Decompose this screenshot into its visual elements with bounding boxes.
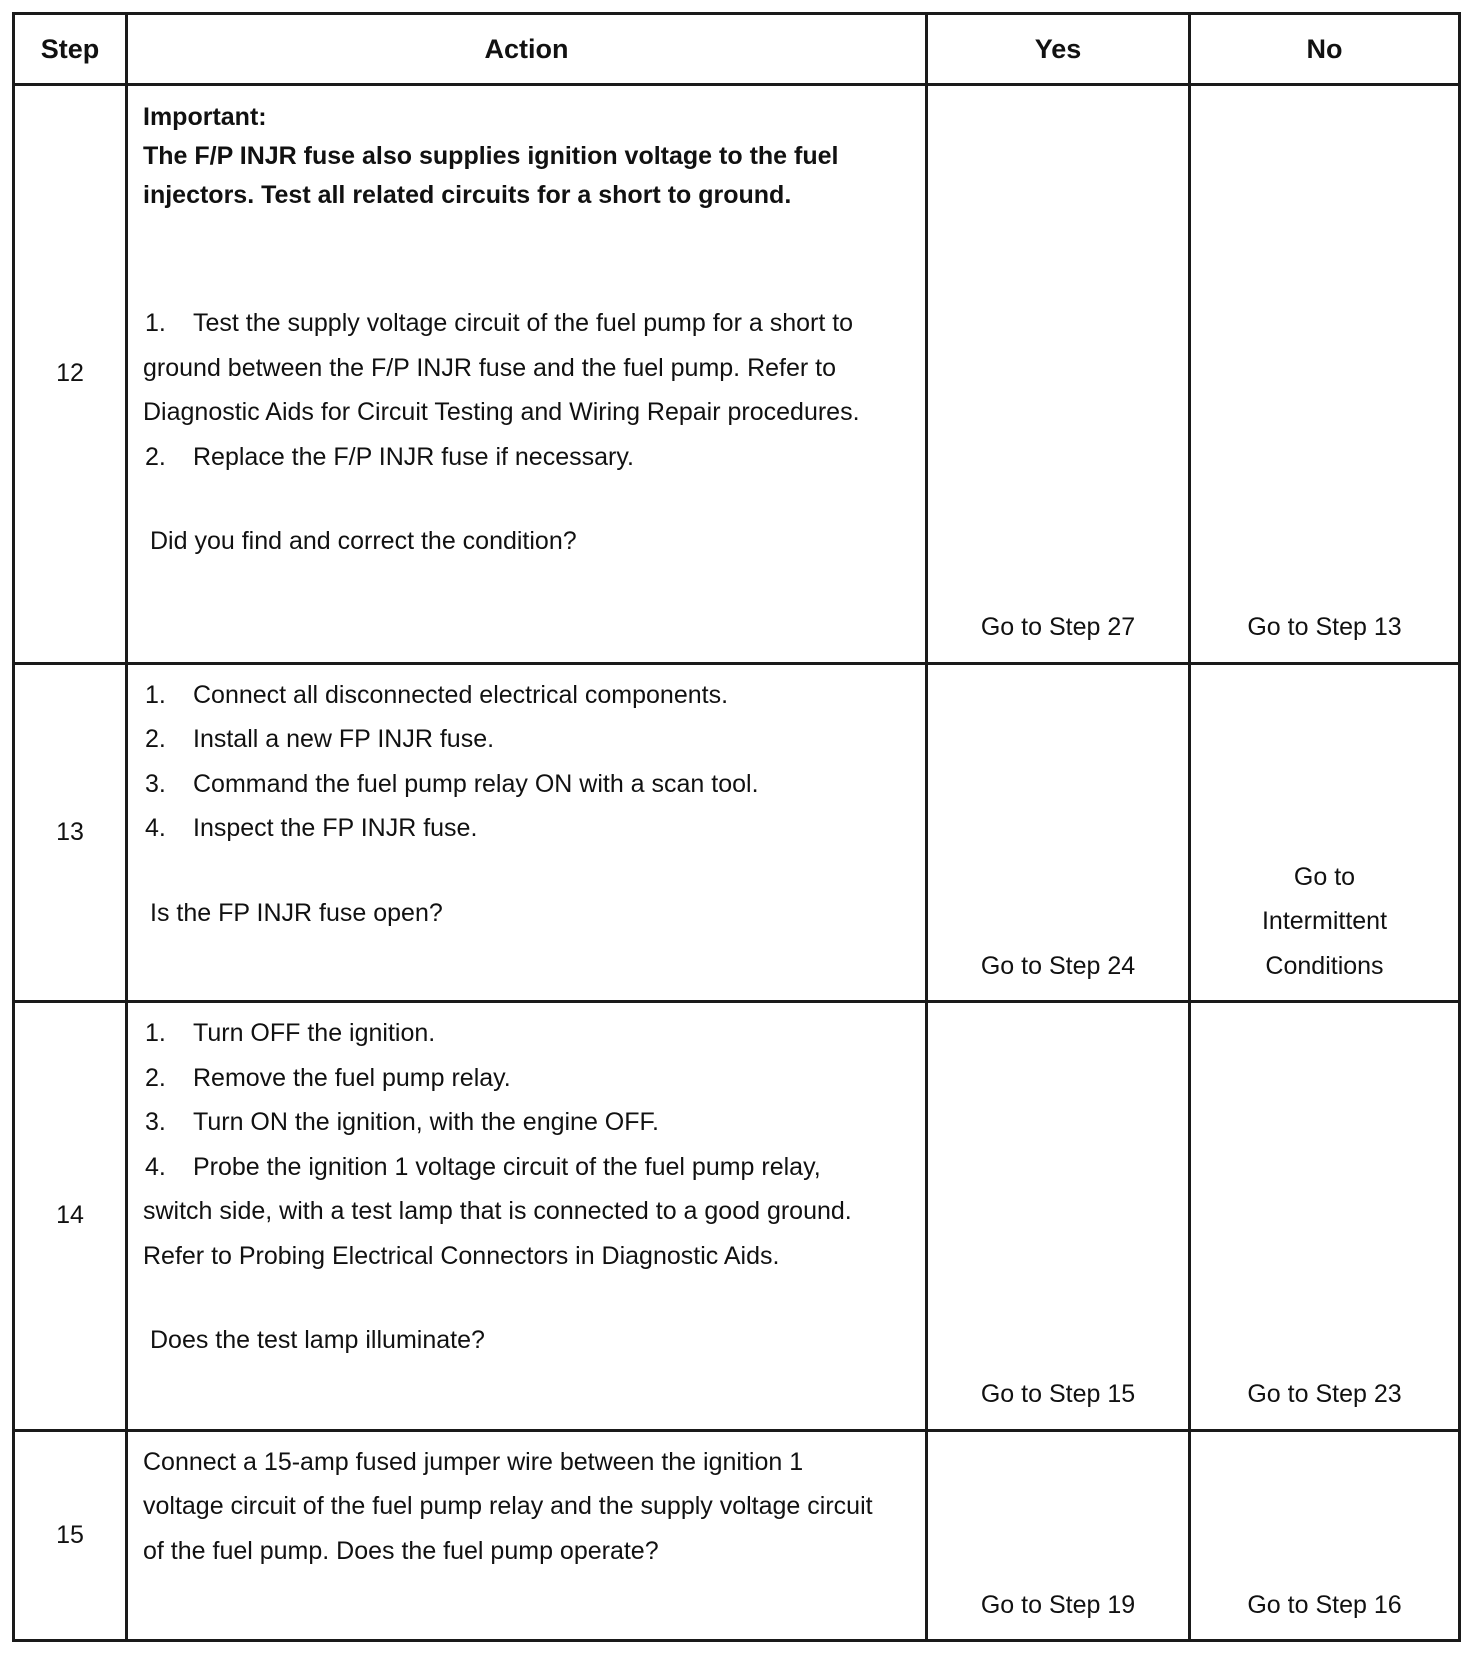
important-note [143,94,915,215]
list-item: 1. Test the supply voltage circuit of the fuel pump for a short to ground between the F/P INJR fuse and the fuel pump. Refer to Diagnostic Aids for Circuit Testing and Wiring Repair procedures. [143,309,860,426]
table-row [14,1002,1460,1431]
step-list [143,301,915,479]
important-label: Important: [143,103,267,131]
yes-result: Go to Step 24 [927,663,1190,1001]
header-yes: Yes [927,14,1190,85]
table-row [14,85,1460,664]
step-list [143,673,915,851]
diagnostic-table [12,12,1461,1642]
header-action: Action [127,14,927,85]
action-cell [127,85,927,664]
header-step: Step [14,14,127,85]
action-cell [127,1002,927,1431]
action-cell [127,663,927,1001]
list-item: 4. Probe the ignition 1 voltage circuit of the fuel pump relay, switch side, with a test lamp that is connected to a good ground. Refer to Probing Electrical Connectors in Diagnostic Aids. [143,1152,852,1270]
question-text: Did you find and correct the condition? [150,527,577,555]
list-item: 4. Inspect the FP INJR fuse. [145,814,478,843]
list-item: 1. Turn OFF the ignition. [145,1019,436,1048]
list-item: 3. Command the fuel pump relay ON with a scan tool. [145,769,759,798]
no-result: Go to Step 16 [1190,1430,1460,1640]
yes-result: Go to Step 15 [927,1002,1190,1431]
no-result: Go to Step 23 [1190,1002,1460,1431]
step-number: 13 [14,663,127,1001]
yes-result: Go to Step 19 [927,1430,1190,1640]
header-row [14,14,1460,85]
question-text: Is the FP INJR fuse open? [150,898,443,927]
action-cell [127,1430,927,1640]
important-text: The F/P INJR fuse also supplies ignition voltage to the fuel injectors. Test all related circuits for a short to ground. [143,142,839,209]
question-text: Does the test lamp illuminate? [150,1326,485,1355]
table-row [14,1430,1460,1640]
list-item: 2. Install a new FP INJR fuse. [145,725,495,754]
no-result: Go to Intermittent Conditions [1190,663,1460,1001]
yes-result: Go to Step 27 [927,85,1190,664]
action-text: Connect a 15-amp fused jumper wire between the ignition 1 voltage circuit of the fuel pump relay and the supply voltage circuit of the fuel pump. Does the fuel pump operate? [143,1447,873,1565]
list-item: 1. Connect all disconnected electrical components. [145,680,729,709]
list-item: 2. Remove the fuel pump relay. [145,1063,511,1092]
step-number: 14 [14,1002,127,1431]
no-result: Go to Step 13 [1190,85,1460,664]
step-list [143,1011,915,1278]
header-no: No [1190,14,1460,85]
step-number: 15 [14,1430,127,1640]
list-item: 2. Replace the F/P INJR fuse if necessary. [145,442,634,471]
table-row [14,663,1460,1001]
step-number: 12 [14,85,127,664]
list-item: 3. Turn ON the ignition, with the engine OFF. [145,1108,659,1137]
